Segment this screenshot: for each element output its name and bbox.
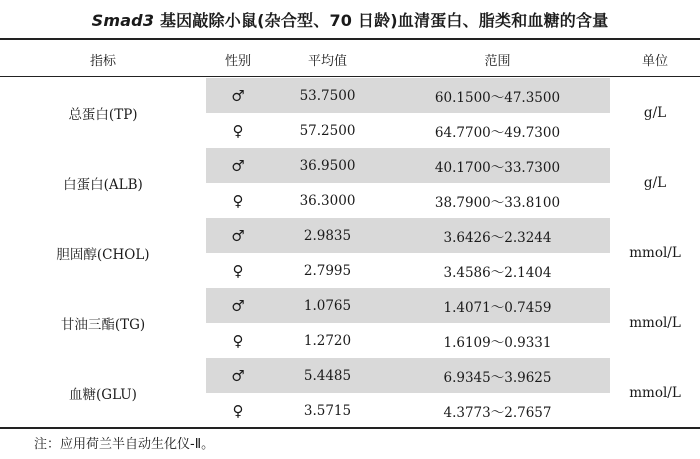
mean-cell: 3.5715 <box>303 402 352 419</box>
indicator-cell: 胆固醇(CHOL) <box>56 247 150 263</box>
mean-cell: 2.9835 <box>270 218 385 253</box>
range-cell: 64.7700～49.7300 <box>434 124 561 141</box>
range-cell: 3.4586～2.1404 <box>443 264 552 281</box>
header-row <box>0 40 700 78</box>
mean-cell: 36.9500 <box>270 148 385 183</box>
range-cell: 60.1500～47.3500 <box>385 78 610 113</box>
header-indicator: 指标 <box>89 53 116 69</box>
indicator-cell: 白蛋白(ALB) <box>63 177 143 193</box>
mean-cell: 2.7995 <box>303 262 352 279</box>
range-cell: 6.9345～3.9625 <box>385 358 610 393</box>
unit-cell: mmol/L <box>629 245 681 261</box>
gene-name: Smad3 <box>91 11 155 30</box>
table-row <box>0 358 700 393</box>
range-cell: 40.1700～33.7300 <box>385 148 610 183</box>
sex-cell: ♀ <box>232 401 244 420</box>
sex-cell: ♀ <box>232 121 244 140</box>
unit-cell: g/L <box>643 175 667 191</box>
range-cell: 1.4071～0.7459 <box>385 288 610 323</box>
unit-cell: g/L <box>643 105 667 121</box>
mean-cell: 57.2500 <box>299 122 356 139</box>
table-row <box>0 218 700 253</box>
sex-cell: ♂ <box>206 288 270 323</box>
sex-cell: ♂ <box>206 358 270 393</box>
range-cell: 4.3773～2.7657 <box>443 404 552 421</box>
table-note: 注：应用荷兰半自动生化仪-Ⅱ。 <box>34 437 215 452</box>
sex-cell: ♀ <box>232 331 244 350</box>
mean-cell: 5.4485 <box>270 358 385 393</box>
mean-cell: 36.3000 <box>299 192 356 209</box>
indicator-cell: 血糖(GLU) <box>69 387 137 403</box>
sex-cell: ♀ <box>232 261 244 280</box>
header-range: 范围 <box>484 53 511 69</box>
sex-cell: ♂ <box>206 148 270 183</box>
unit-cell: mmol/L <box>629 315 681 331</box>
table-row <box>0 78 700 113</box>
table-title <box>0 8 700 31</box>
table-row <box>0 148 700 183</box>
table-row <box>0 288 700 323</box>
mean-cell: 1.0765 <box>270 288 385 323</box>
header-mean: 平均值 <box>307 53 347 69</box>
header-sex: 性别 <box>224 53 251 69</box>
header-unit: 单位 <box>641 53 668 69</box>
indicator-cell: 总蛋白(TP) <box>68 107 138 123</box>
data-table <box>0 40 700 428</box>
unit-cell: mmol/L <box>629 385 681 401</box>
indicator-cell: 甘油三酯(TG) <box>60 317 146 333</box>
range-cell: 1.6109～0.9331 <box>443 334 552 351</box>
range-cell: 38.7900～33.8100 <box>434 194 561 211</box>
sex-cell: ♂ <box>206 78 270 113</box>
mean-cell: 1.2720 <box>303 332 352 349</box>
range-cell: 3.6426～2.3244 <box>385 218 610 253</box>
title-text: 基因敲除小鼠(杂合型、70 日龄)血清蛋白、脂类和血糖的含量 <box>154 11 609 30</box>
sex-cell: ♀ <box>232 191 244 210</box>
sex-cell: ♂ <box>206 218 270 253</box>
mean-cell: 53.7500 <box>270 78 385 113</box>
